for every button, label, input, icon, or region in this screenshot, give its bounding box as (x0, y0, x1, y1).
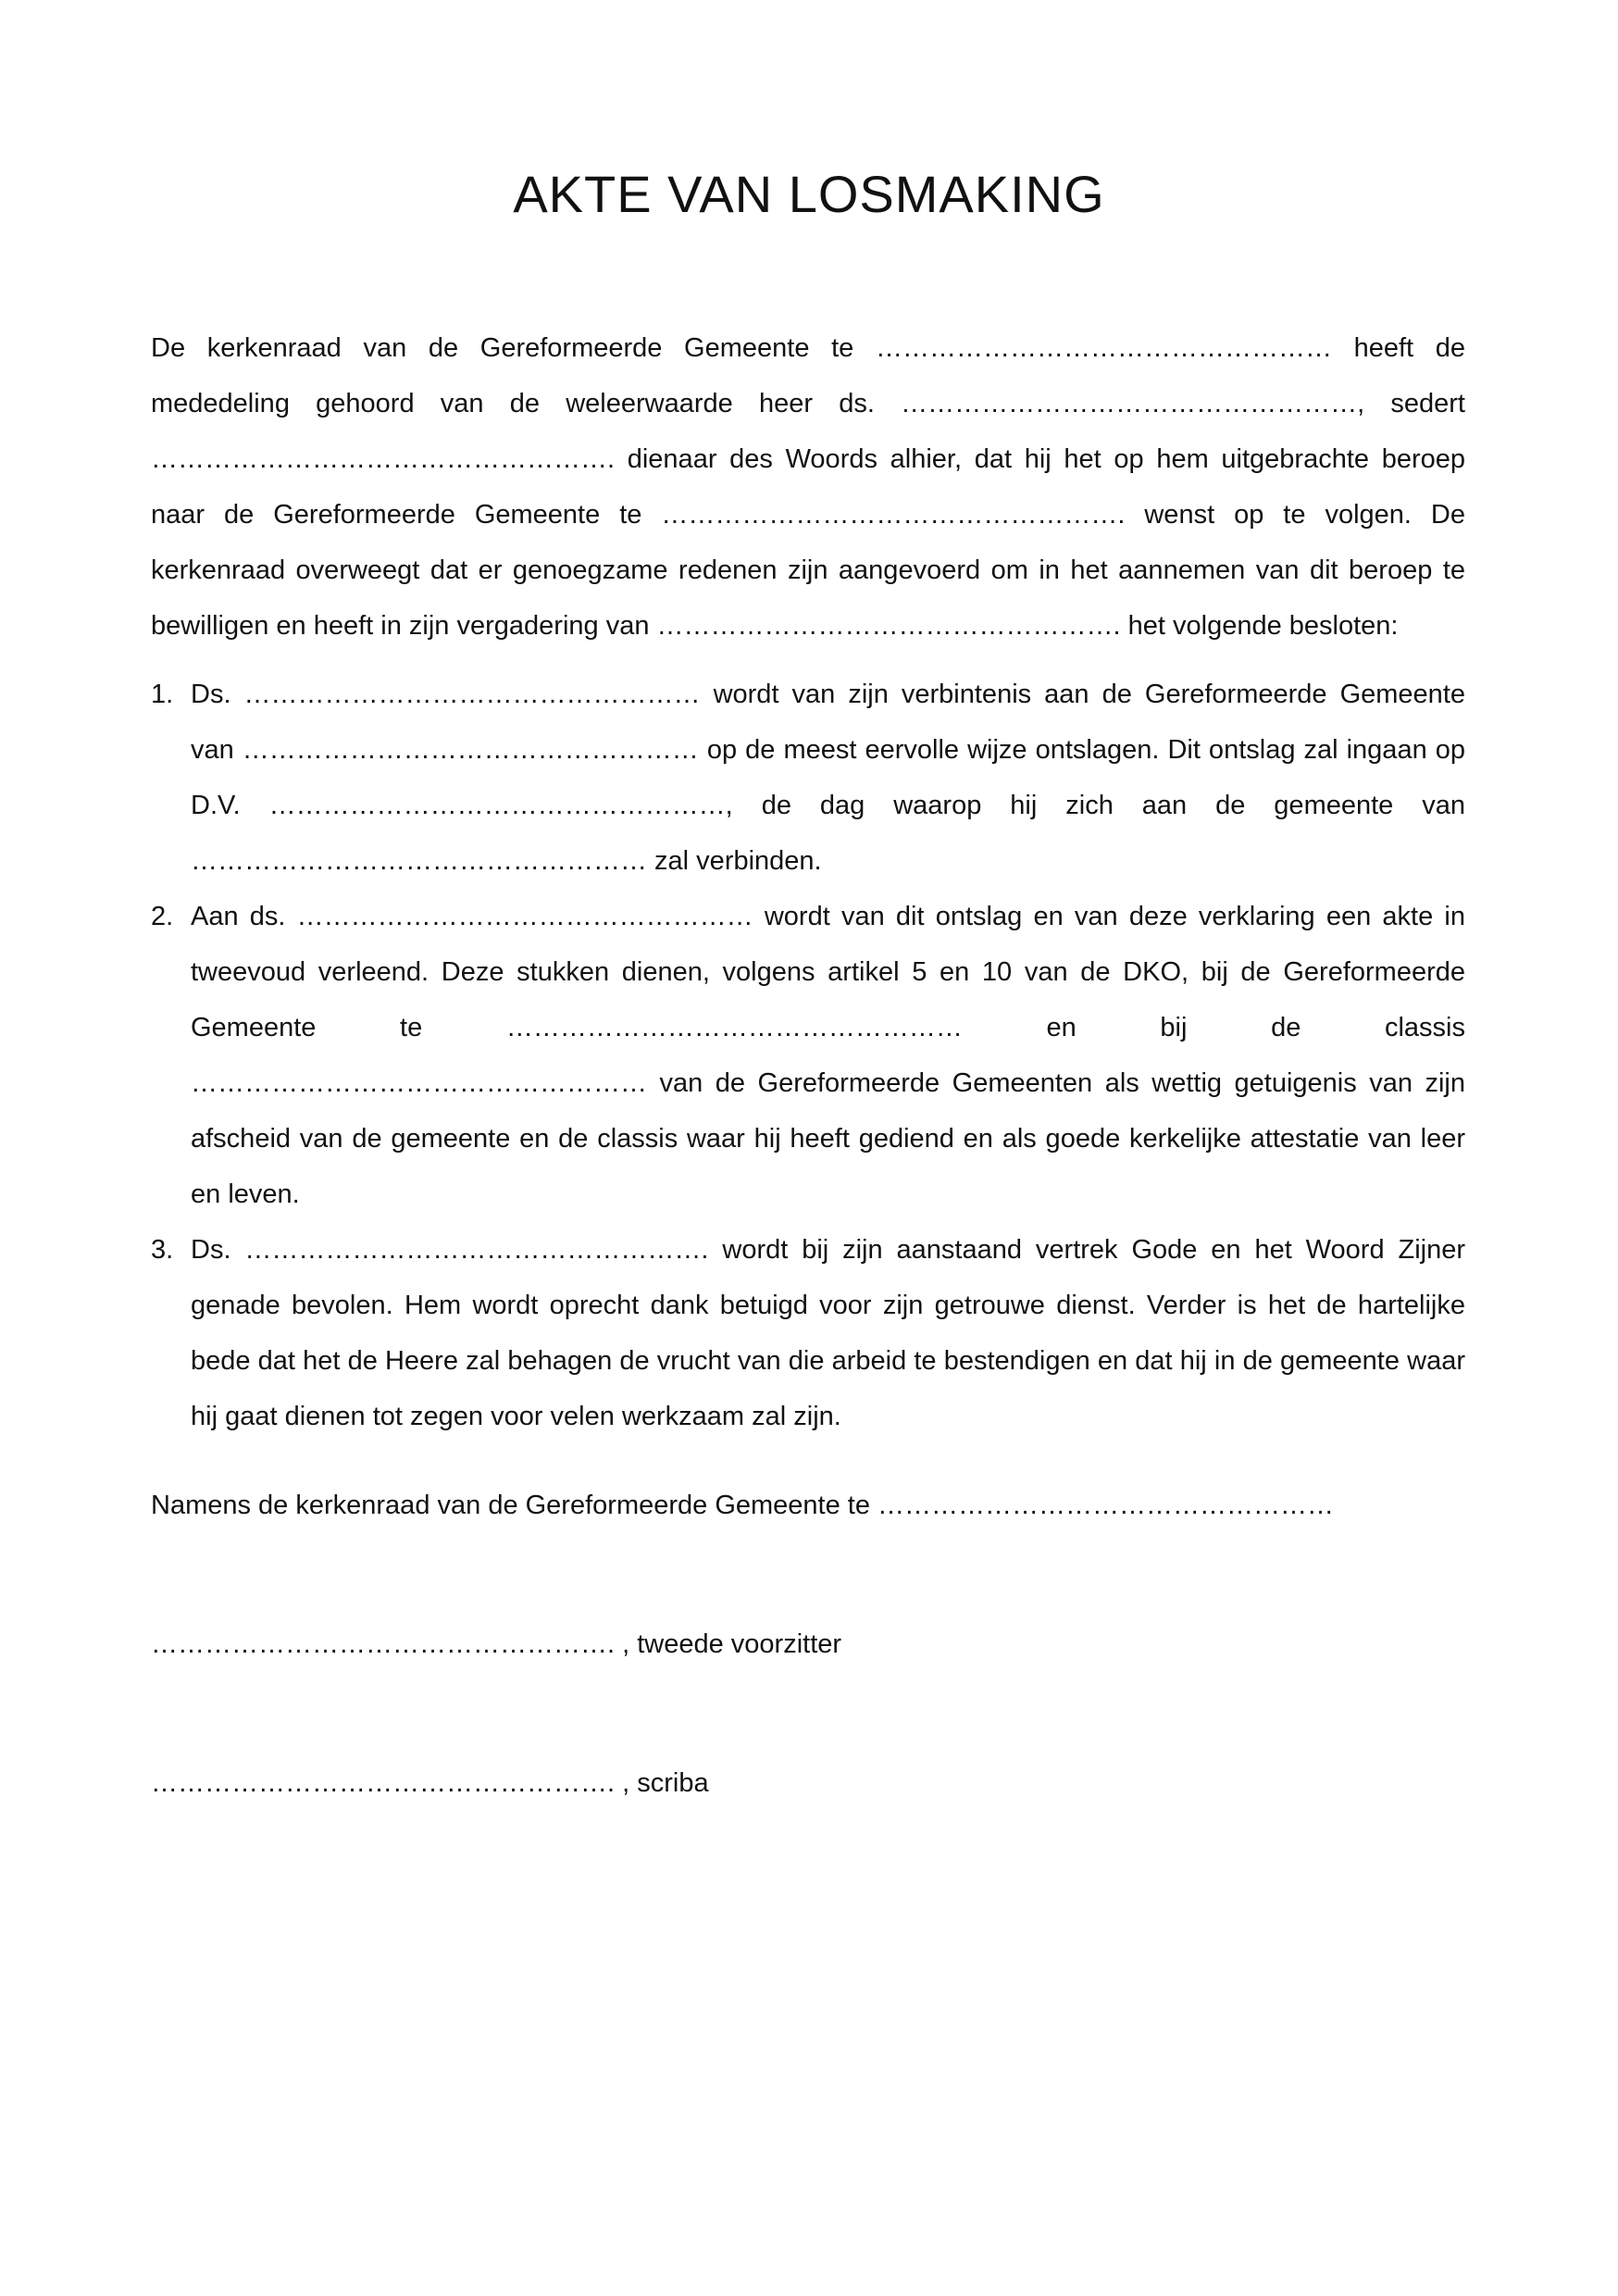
decision-item-1 (151, 667, 1465, 889)
decision-number: 2. (151, 902, 174, 931)
signature-second-chair: ……………………………………………. , tweede voorzitter (151, 1629, 842, 1659)
closing-line: Namens de kerkenraad van de Gereformeerde Gemeente te …………………………………………… (151, 1491, 1335, 1520)
decision-text: Aan ds. …………………………………………… wordt van dit ontslag en van deze verklaring een akte in tweevoud verleend. Deze stukken dienen, volgens artikel 5 en 10 van de DKO, bij de Gereformeerde Gemeente te …………………………………………… en bij de classis …………………………………………… van de Gereformeerde Gemeenten als wettig getuigenis van zijn afscheid van de gemeente en de classis waar hij heeft gediend en als goede kerkelijke attestatie van leer en leven. (191, 902, 1465, 1209)
decision-item-2 (151, 889, 1465, 1222)
decision-text: Ds. ……………………………………………. wordt bij zijn aanstaand vertrek Gode en het Woord Zijner genade bevolen. Hem wordt oprecht dank betuigd voor zijn getrouwe dienst. Verder is het de hartelijke bede dat het de Heere zal behagen de vrucht van die arbeid te bestendigen en dat hij in de gemeente waar hij gaat dienen tot zegen voor velen werkzaam zal zijn. (191, 1235, 1465, 1431)
decision-item-3 (151, 1222, 1465, 1444)
decision-number: 1. (151, 680, 174, 709)
decision-text: Ds. …………………………………………… wordt van zijn verbintenis aan de Gereformeerde Gemeente van …………………………………………… op de meest eervolle wijze ontslagen. Dit ontslag zal ingaan op D.V. ……………………………………………, de dag waarop hij zich aan de gemeente van …………………………………………… zal verbinden. (191, 680, 1465, 876)
decision-list (151, 667, 1465, 1444)
intro-paragraph: De kerkenraad van de Gereformeerde Gemeente te …………………………………………… heeft de mededeling gehoord van de weleerwaarde heer ds. ……………………………………………, sedert ……………………………………………. dienaar des Woords alhier, dat hij het op hem uitgebrachte beroep naar de Gereformeerde Gemeente te ……………………………………………. wenst op te volgen. De kerkenraad overweegt dat er genoegzame redenen zijn aangevoerd om in het aannemen van dit beroep te bewilligen en heeft in zijn vergadering van ……………………………………………. het volgende besloten: (151, 333, 1465, 641)
document-title: AKTE VAN LOSMAKING (513, 165, 1105, 223)
document-body (151, 320, 1465, 1444)
decision-number: 3. (151, 1235, 174, 1265)
signature-scribe: ……………………………………………. , scriba (151, 1768, 709, 1798)
